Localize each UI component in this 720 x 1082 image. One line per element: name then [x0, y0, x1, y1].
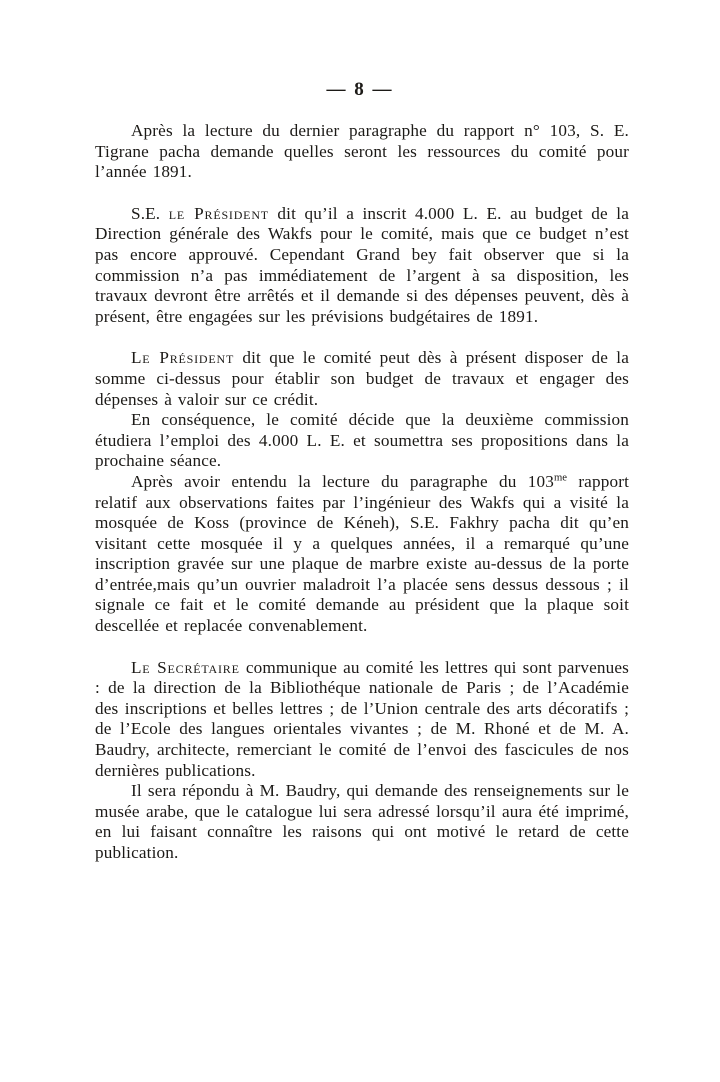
text-segment-superscript: me [554, 472, 568, 484]
text-segment-normal: Il sera répondu à M. Baudry, qui demande des renseignements sur le musée arabe, que le catalogue lui sera adressé lorsqu’il aura été imprimé, en lui faisant connaître les raisons qui ont motivé le retard de cette publication. [95, 781, 629, 862]
text-segment-normal: dit qu’il a inscrit 4.000 L. E. au budget de la Direction générale des Wakfs pour le comité, mais que ce budget n’est pas encore approuvé. Cependant Grand bey fait observer que si la commission n’a pas immédiatement de l’argent à sa disposition, les travaux devront être arrêtés et il demande si des dépenses peuvent, dès à présent, être engagées sur les prévisions budgétaires de 1891. [95, 203, 629, 326]
text-segment-smallcaps: le Président [168, 203, 269, 223]
paragraph [95, 781, 629, 863]
text-segment-normal: dit que le comité peut dès à présent disposer de la somme ci-dessus pour établir son budget de travaux et engager des dépenses à valoir sur ce crédit. [95, 348, 629, 409]
text-segment-smallcaps: Le Président [131, 348, 235, 368]
paragraph [95, 204, 629, 328]
text-segment-normal: Après la lecture du dernier paragraphe du rapport n° 103, S. E. Tigrane pacha demande quelles seront les ressources du comité pour l’année 1891. [95, 121, 629, 182]
paragraph [95, 410, 629, 472]
page-number: — 8 — [326, 79, 394, 100]
text-segment-normal: S.E. [131, 203, 169, 223]
paragraph [95, 121, 629, 183]
text-segment-smallcaps: Le Secrétaire [131, 657, 240, 677]
paragraph [95, 658, 629, 782]
text-segment-normal: communique au comité les lettres qui sont parvenues : de la direction de la Bibliothéque nationale de Paris ; de l’Académie des inscriptions et belles lettres ; de l’Union centrale des arts décoratifs ; de l’Ecole des langues orientales vivantes ; de M. Rhoné et de M. A. Baudry, architecte, remerciant le comité de l’envoi des fascicules de nos dernières publications. [95, 657, 629, 780]
text-segment-normal: Après avoir entendu la lecture du paragraphe du 103 [131, 471, 555, 491]
text-block [95, 121, 629, 864]
paragraph [95, 472, 629, 637]
text-segment-normal: En conséquence, le comité décide que la deuxième commission étudiera l’emploi des 4.000 L. E. et soumettra ses propositions dans la prochaine séance. [95, 410, 629, 471]
text-segment-normal: rapport relatif aux observations faites par l’ingénieur des Wakfs qui a visité la mosquée de Koss (province de Kéneh), S.E. Fakhry pacha dit qu’en visitant cette mosquée il y a quelques années, il a remarqué qu’une inscription gravée sur une plaque de marbre existe au-dessus de la porte d’entrée,mais qu’un ouvrier maladroit l’a placée sens dessus dessous ; il signale ce fait et le comité demande au président que la plaque soit descellée et replacée convenablement. [95, 471, 629, 636]
paragraph [95, 348, 629, 410]
